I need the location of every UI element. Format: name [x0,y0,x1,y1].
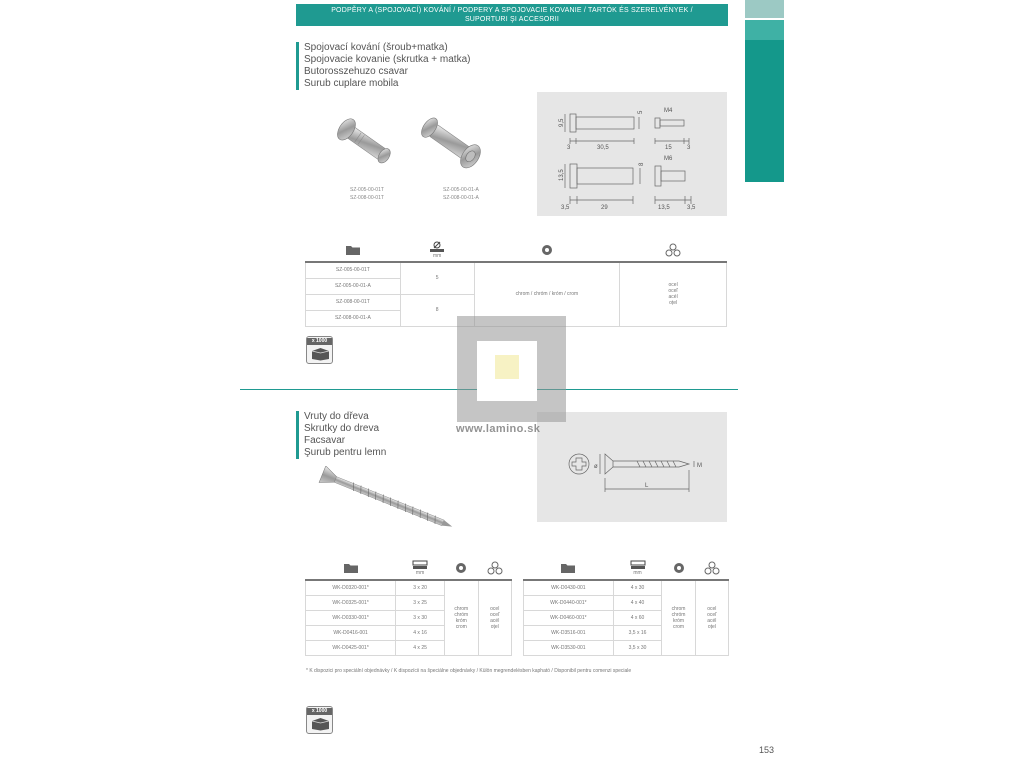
col-code-header [306,238,401,262]
header-line-2: SUPORTURI ŞI ACCESORII [464,16,560,23]
finish-icon [540,243,554,257]
connector-bolt-photo-b [409,108,491,176]
col-size-header [400,238,474,262]
section-2-title [296,411,386,459]
dim-top-len: 30,5 [597,145,609,151]
col-material-header [478,556,511,580]
watermark-text: www.lamino.sk [456,423,541,435]
finish-icon [454,561,468,575]
size-cell: 4 x 25 [396,640,445,655]
code-cell: WK-D0325-001* [306,595,396,610]
col-finish-header [474,238,620,262]
wood-screw-table-right [523,556,729,656]
title-hu: Facsavar [304,435,346,446]
material-cell: ocel oceľ acél oțel [695,580,728,655]
size-cell: 3,5 x 16 [613,625,662,640]
code-cell: SZ-005-00-01T [306,262,401,278]
material-cell: ocel oceľ acél oțel [478,580,511,655]
page-number: 153 [759,745,775,755]
section-1-title [296,42,470,90]
folder-icon [343,562,359,574]
col-finish-header [662,556,695,580]
dim-bottom-h: 8 [639,162,645,166]
title-sk: Skrutky do dreva [304,423,380,434]
col-size-header [613,556,662,580]
diameter-icon [429,241,445,253]
col-material-header [695,556,728,580]
size-cell: 4 x 60 [613,610,662,625]
col-code-header [524,556,614,580]
side-tab-mid [745,20,784,40]
title-ro: Şurub pentru lemn [304,447,387,458]
material-icon [665,243,681,257]
dim-top-head: 3 [567,145,571,151]
dim-screw-l: L [645,483,649,489]
special-order-footnote: * K dispozici pro speciální objednávky / K dispozícii na špeciálne objednávky / Külön megrendelésben kapható / Disponibil pentru comenzi speciale [306,668,632,674]
watermark-square [495,355,519,379]
dim-bottom-r2: 3,5 [687,205,696,211]
size-cell: 3 x 20 [396,580,445,595]
col-code-header [306,556,396,580]
folder-icon [345,244,361,256]
code-cell: WK-D0430-001 [524,580,614,595]
size-icon [412,560,428,570]
wood-screw-photo [310,466,458,530]
dim-screw-m: M [697,463,702,469]
folder-icon [560,562,576,574]
mm-label: mm [633,569,642,576]
box-icon [311,347,330,361]
dim-screw-d: ø [594,464,598,470]
size-cell: 4 x 40 [613,595,662,610]
dim-top-l2: 15 [665,145,672,151]
material-cell: ocel oceľ acél oțel [620,262,727,326]
code-cell: WK-D0320-001* [306,580,396,595]
code-cell: WK-D3516-001 [524,625,614,640]
connector-spec-table [305,238,727,327]
finish-cell: chrom chróm króm crom [662,580,695,655]
dim-bottom-head: 3,5 [561,205,570,211]
finish-cell: chrom chróm króm crom [445,580,478,655]
side-tab-active [745,40,784,182]
size-cell: 4 x 16 [396,625,445,640]
photo-label-right: SZ-005-00-01-A SZ-008-00-01-A [443,187,479,201]
dim-bottom-m: M6 [664,156,673,162]
dim-top-h: 5 [638,110,644,114]
code-cell: SZ-008-00-01T [306,294,401,310]
package-quantity-label: x 1000 [307,338,332,345]
watermark-inner [477,341,537,401]
connector-bolt-photo-a [326,108,404,178]
dim-top-m: M4 [664,108,673,114]
mm-label: mm [415,569,425,576]
material-icon [487,561,503,575]
col-size-header [396,556,445,580]
material-icon [704,561,720,575]
code-cell: WK-D0425-001* [306,640,396,655]
size-cell: 3,5 x 30 [613,640,662,655]
col-finish-header [445,556,478,580]
table-row [524,580,729,595]
title-hu: Butorosszehuzo csavar [304,66,408,77]
title-cz: Spojovací kování (šroub+matka) [304,42,448,53]
code-cell: WK-D0330-001* [306,610,396,625]
connector-technical-drawing [537,92,727,216]
col-material-header [620,238,727,262]
size-icon [630,560,646,570]
finish-cell: chrom / chróm / króm / crom [474,262,620,326]
side-tab-light [745,0,784,18]
table-row [306,262,727,278]
size-cell: 5 [400,262,474,294]
photo-label-left: SZ-005-00-01T SZ-008-00-01T [350,187,384,201]
code-cell: WK-D0416-001 [306,625,396,640]
size-cell: 3 x 25 [396,595,445,610]
code-cell: SZ-008-00-01-A [306,310,401,326]
dim-bottom-len: 29 [601,205,608,211]
category-header [296,4,728,26]
title-cz: Vruty do dřeva [304,411,369,422]
dim-top-r2: 3 [687,145,691,151]
box-icon [311,717,330,731]
title-ro: Surub cuplare mobila [304,78,399,89]
wood-screw-table-left [305,556,512,656]
table-row [306,580,512,595]
code-cell: WK-D0460-001* [524,610,614,625]
wood-screw-technical-drawing [537,412,727,522]
code-cell: WK-D3530-001 [524,640,614,655]
dim-bottom-d1: 13,5 [559,169,565,181]
package-quantity-label: x 1000 [307,708,332,715]
dim-bottom-l2: 13,5 [658,205,670,211]
dim-top-d1: 9,5 [559,118,565,127]
header-line-1: PODPĚRY A (SPOJOVACÍ) KOVÁNÍ / PODPERY A SPOJOVACIE KOVANIE / TARTÓK ÉS SZERELVÉNYEK / [331,7,693,14]
package-quantity-badge [306,706,333,734]
size-cell: 8 [400,294,474,326]
title-sk: Spojovacie kovanie (skrutka + matka) [304,54,471,65]
size-cell: 3 x 30 [396,610,445,625]
code-cell: WK-D0440-001* [524,595,614,610]
code-cell: SZ-005-00-01-A [306,278,401,294]
finish-icon [672,561,686,575]
watermark-logo [457,316,566,422]
mm-label: mm [433,252,442,259]
package-quantity-badge [306,336,333,364]
size-cell: 4 x 30 [613,580,662,595]
